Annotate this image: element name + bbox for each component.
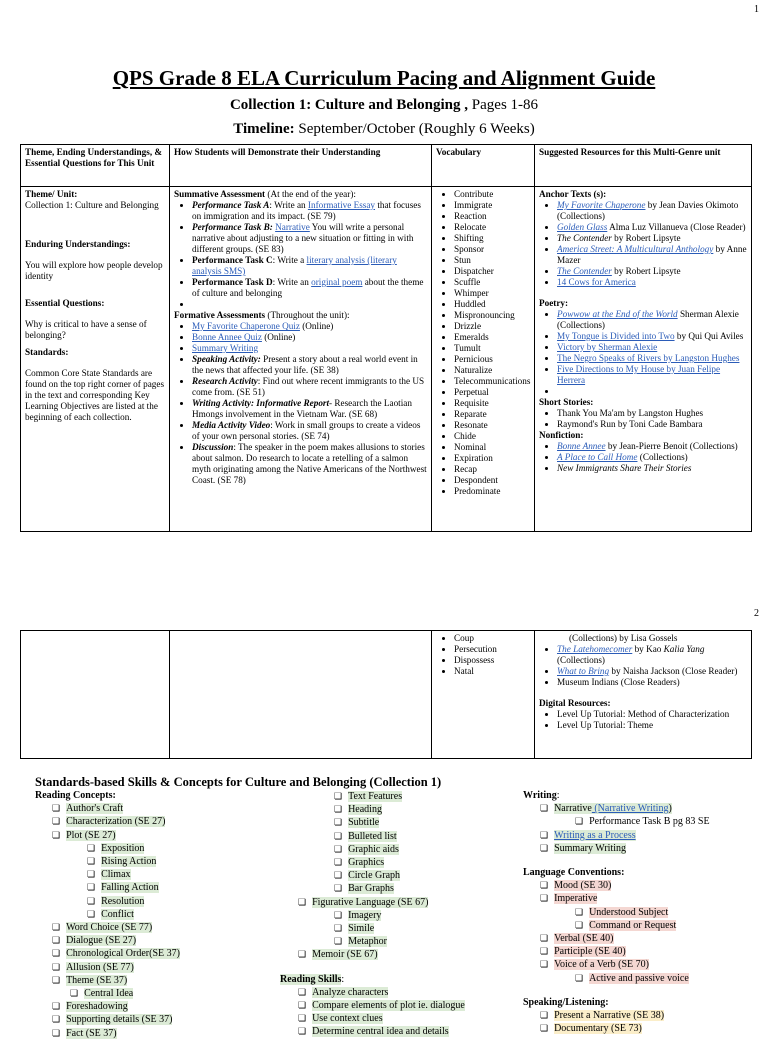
page-number: 1: [754, 4, 759, 15]
vocab-item: • Naturalize: [454, 365, 530, 376]
vocab-item: • Natal: [454, 666, 530, 677]
fourteen-cows-link[interactable]: 14 Cows for America: [557, 277, 636, 287]
vocab-item: • Whimper: [454, 288, 530, 299]
five-directions-link[interactable]: Five Directions to My House by Juan Felipe Herrera: [557, 364, 721, 385]
quiz2-note: (Online): [261, 332, 296, 342]
list-item: [557, 244, 747, 266]
list-item: [557, 709, 747, 720]
list-item: [280, 830, 510, 843]
d1: Level Up Tutorial: Method of Characterization: [557, 709, 730, 719]
chaperone-quiz-link[interactable]: My Favorite Chaperone Quiz: [192, 321, 300, 331]
literary-analysis-link[interactable]: literary analysis (literary analysis SMS): [192, 255, 397, 276]
vocab-item: • Chide: [454, 431, 530, 442]
vocab-item: • Dispatcher: [454, 266, 530, 277]
circle-graph: Circle Graph: [348, 870, 401, 882]
metaphor: Metaphor: [348, 936, 387, 948]
table-header-row: [21, 145, 752, 187]
command-or-request: Command or Request: [589, 919, 677, 931]
text-features: Text Features: [348, 791, 403, 802]
list-item: [557, 200, 747, 222]
list-item: [192, 332, 427, 343]
list-item: [523, 829, 753, 842]
standards-text: Common Core State Standards are found on the top right corner of pages in the text and corresponding Key Learning Objectives are listed at the beginning of each collection.: [25, 368, 165, 422]
list-item: [523, 1022, 753, 1035]
plot: Plot (SE 27): [66, 829, 116, 841]
vocab-item: • Tumult: [454, 343, 530, 354]
short-stories-head: Short Stories:: [539, 397, 594, 407]
list-item: [557, 452, 747, 463]
list-item: [280, 882, 510, 895]
bonne-annee-quiz-link[interactable]: Bonne Annee Quiz: [192, 332, 262, 342]
climax: Climax: [101, 869, 131, 881]
conflict: Conflict: [101, 908, 134, 920]
voice-of-verb: Voice of a Verb (SE 70): [554, 959, 649, 971]
reading-skills-head-row: Reading Skills:: [280, 973, 345, 985]
a3-title: The Contender: [557, 233, 612, 243]
narrative-link[interactable]: Narrative: [275, 222, 310, 232]
list-item: [35, 881, 275, 894]
r3: Museum Indians (Close Readers): [557, 677, 680, 687]
list-item: [192, 354, 427, 376]
formative-note: (Throughout the unit):: [265, 310, 350, 320]
understood-subject: Understood Subject: [589, 906, 669, 918]
timeline-label: Timeline:: [233, 121, 295, 137]
collection-subtitle: [0, 97, 768, 114]
vocab-item: • Reaction: [454, 211, 530, 222]
central-idea-details: Determine central idea and details: [312, 1026, 449, 1038]
list-item: [192, 277, 427, 299]
vocab-item: • Pernicious: [454, 354, 530, 365]
latehomecomer-link[interactable]: The Latehomecomer: [557, 644, 633, 654]
nonfiction-head: Nonfiction:: [539, 430, 584, 440]
list-item: [523, 906, 753, 919]
reading-concepts-head: Reading Concepts:: [35, 790, 116, 801]
list-item: [523, 945, 753, 958]
fact: Fact (SE 37): [66, 1027, 117, 1039]
list-item: [35, 895, 275, 908]
vocab-item: • Perpetual: [454, 387, 530, 398]
graphics: Graphics: [348, 857, 385, 869]
media-label: Media Activity Video: [192, 420, 271, 430]
d2: Level Up Tutorial: Theme: [557, 720, 654, 730]
graphic-aids: Graphic aids: [348, 843, 399, 855]
list-item: [280, 896, 510, 909]
list-item: [280, 948, 510, 961]
pt-c-pre: : Write a: [272, 255, 307, 265]
list-item: [35, 934, 275, 947]
pt-c-label: Performance Task C: [192, 255, 273, 265]
golden-glass-link[interactable]: Golden Glass: [557, 222, 608, 232]
vocab-item: • Expiration: [454, 453, 530, 464]
summative-note: (At the end of the year):: [265, 189, 356, 199]
list-item: [523, 815, 753, 828]
list-item: [280, 986, 510, 999]
list-item: [35, 921, 275, 934]
quiz1-note: (Online): [299, 321, 334, 331]
language-conventions-head: Language Conventions:: [523, 867, 625, 879]
list-item: [557, 419, 747, 430]
list-item: [557, 222, 747, 233]
eu-text: You will explore how people develop identity: [25, 260, 163, 281]
header-resources: Suggested Resources for this Multi-Genre unit: [535, 145, 752, 187]
list-item: [35, 842, 275, 855]
s2: Raymond's Run by Toni Cade Bambara: [557, 419, 703, 429]
theme: Theme (SE 37): [66, 974, 128, 986]
r2-post: by Naisha Jackson (Close Reader): [609, 666, 738, 676]
list-item: [523, 1009, 753, 1022]
allusion: Allusion (SE 77): [66, 961, 134, 973]
pt-a-pre: : Write an: [269, 200, 308, 210]
media-text: : Work in small groups to create a videos of your own personal stories. (SE 74): [192, 420, 421, 441]
list-item: [557, 720, 747, 731]
central-idea: Central Idea: [84, 988, 134, 1000]
negro-speaks-link[interactable]: The Negro Speaks of Rivers by Langston Hughes: [557, 353, 740, 363]
bonne-annee-link[interactable]: Bonne Annee: [557, 441, 606, 451]
list-item: [557, 644, 747, 666]
falling-action: Falling Action: [101, 882, 159, 894]
header-demonstrate: How Students will Demonstrate their Understanding: [170, 145, 432, 187]
narrative: Narrative: [554, 803, 592, 815]
list-item: [557, 277, 747, 288]
eq-text: Why is critical to have a sense of belonging?: [25, 319, 147, 340]
pt-d-label: Performance Task D: [192, 277, 273, 287]
list-item: [35, 829, 275, 842]
vocab-item: • Persecution: [454, 644, 530, 655]
list-item: [280, 922, 510, 935]
a1-post: by Jean Davies Okimoto (Collections): [557, 200, 739, 221]
list-item: [523, 892, 753, 905]
list-item: [280, 1025, 510, 1038]
speaking-label: Speaking Activity:: [192, 354, 261, 364]
empty-cell: [170, 631, 432, 759]
list-item: [280, 909, 510, 922]
memoir: Memoir (SE 67): [312, 949, 378, 961]
summary-writing: Summary Writing: [554, 842, 626, 854]
r1-author: Kalia Yang: [663, 644, 705, 654]
discussion-text: : The speaker in the poem makes allusions to stories about salmon. Do research to locate a retelling of a salmon myth originating among the Native Americans of the Northwest Coast. (SE 78): [192, 442, 427, 485]
vocab-item: • Emeralds: [454, 332, 530, 343]
page-number-2: 2: [754, 608, 759, 619]
list-item: [557, 677, 747, 688]
list-item: [280, 999, 510, 1012]
present-narrative: Present a Narrative (SE 38): [554, 1010, 665, 1022]
verbal: Verbal (SE 40): [554, 933, 614, 945]
list-item: [192, 376, 427, 398]
my-tongue-link[interactable]: My Tongue is Divided into Two: [557, 331, 675, 341]
eu-head: Enduring Understandings:: [25, 239, 131, 249]
pt-a-label: Performance Task A: [192, 200, 270, 210]
research-label: Research Activity: [192, 376, 258, 386]
vocabulary-list: [436, 189, 530, 497]
header-vocabulary: Vocabulary: [432, 145, 535, 187]
writing-text: - Research the Laotian Hmongs involvement in the Vietnam War. (SE 68): [192, 398, 412, 419]
vocab-item: • Requisite: [454, 398, 530, 409]
vocab-item: • Relocate: [454, 222, 530, 233]
a5-post: by Robert Lipsyte: [611, 266, 681, 276]
list-item: [523, 802, 753, 815]
vocab-item: • Reparate: [454, 409, 530, 420]
vocab-item: • Dispossess: [454, 655, 530, 666]
list-item: [280, 803, 510, 816]
continued-line: (Collections) by Lisa Gossels: [569, 633, 678, 643]
victory-link[interactable]: Victory by Sherman Alexie: [557, 342, 658, 352]
research-text: : Find out where recent immigrants to the US come from. (SE 51): [192, 376, 425, 397]
page-title: QPS Grade 8 ELA Curriculum Pacing and Alignment Guide: [112, 66, 656, 90]
imagery: Imagery: [348, 909, 382, 921]
list-item: [192, 255, 427, 277]
poetry-head: Poetry:: [539, 298, 569, 308]
imperative: Imperative: [554, 893, 598, 905]
list-item: [557, 666, 747, 677]
list-item: [557, 364, 747, 386]
anchor-texts-head: Anchor Texts (s):: [539, 189, 607, 199]
what-to-bring-link[interactable]: What to Bring: [557, 666, 610, 676]
vocab-item: • Resonate: [454, 420, 530, 431]
active-passive-voice: Active and passive voice: [589, 972, 689, 984]
vocabulary-list-2: [436, 633, 530, 677]
list-item-empty: [557, 386, 747, 397]
writing-label: Writing Activity: Informative Report: [192, 398, 330, 408]
vocab-item: • Mispronouncing: [454, 310, 530, 321]
collection-pages: Pages 1-86: [468, 97, 539, 113]
performance-task-b: Performance Task B pg 83 SE: [589, 816, 710, 828]
discussion-label: Discussion: [192, 442, 234, 452]
reading-skills-head: Reading Skills: [280, 973, 342, 985]
vocab-item: • Huddled: [454, 299, 530, 310]
timeline-subtitle: [0, 121, 768, 138]
authors-craft: Author's Craft: [66, 803, 124, 815]
table-row: [21, 187, 752, 532]
writing-process-link[interactable]: Writing as a Process: [554, 829, 636, 841]
list-item: [35, 1000, 275, 1013]
collection-label: Collection 1: Culture and Belonging ,: [229, 97, 469, 113]
dialogue: Dialogue (SE 27): [66, 935, 137, 947]
r1-mid: by Kao: [632, 644, 664, 654]
vocab-item: • Coup: [454, 633, 530, 644]
n1-post: by Jean-Pierre Benoit (Collections): [605, 441, 738, 451]
p1-post: Sherman Alexie (Collections): [557, 309, 739, 330]
list-item: [280, 935, 510, 948]
list-item: [523, 919, 753, 932]
america-street-link[interactable]: America Street: A Multicultural Anthology: [557, 244, 714, 254]
list-item: [35, 1027, 275, 1040]
skills-title: Standards-based Skills & Concepts for Culture and Belonging (Collection 1): [35, 775, 442, 789]
list-item: [35, 855, 275, 868]
a4-post: by Anne Mazer: [557, 244, 747, 265]
supporting-details: Supporting details (SE 37): [66, 1014, 173, 1026]
list-item: [280, 790, 510, 803]
vocab-item: • Stun: [454, 255, 530, 266]
list-item: [192, 420, 427, 442]
heading: Heading: [348, 804, 382, 816]
characterization: Characterization (SE 27): [66, 816, 166, 828]
exposition: Exposition: [101, 842, 145, 854]
narrative-writing-link[interactable]: (Narrative Writing: [591, 803, 669, 815]
resolution: Resolution: [101, 895, 145, 907]
documentary: Documentary (SE 73): [554, 1023, 642, 1035]
writing-head: Writing: [523, 790, 557, 801]
n3-title: New Immigrants Share Their Stories: [557, 463, 692, 473]
place-to-call-home-link[interactable]: A Place to Call Home: [557, 452, 638, 462]
list-item: [523, 958, 753, 971]
vocab-item: • Contribute: [454, 189, 530, 200]
list-item: [557, 342, 747, 353]
list-item: [557, 233, 747, 244]
eq-head: Essential Questions:: [25, 298, 105, 308]
vocab-item: • Sponsor: [454, 244, 530, 255]
digital-resources-head: Digital Resources:: [539, 698, 611, 708]
pt-d-pre: : Write an: [272, 277, 312, 287]
informative-essay-link[interactable]: Informative Essay: [307, 200, 376, 210]
list-item: [523, 879, 753, 892]
speaking-text: Present a story about a real world event in the news that affected your life. (SE 38): [192, 354, 418, 375]
r1-post: (Collections): [557, 655, 605, 665]
vocab-item: • Immigrate: [454, 200, 530, 211]
summary-writing-link[interactable]: Summary Writing: [192, 343, 259, 353]
pt-d-post: about the theme of culture and belonging: [192, 277, 424, 298]
powwow-link[interactable]: Powwow at the End of the World: [557, 309, 678, 319]
reading-concepts-column: [35, 790, 275, 1040]
list-item: [35, 947, 275, 960]
list-item: [35, 1013, 275, 1026]
theme-head: Theme/ Unit:: [25, 189, 78, 199]
timeline-value: September/October (Roughly 6 Weeks): [294, 121, 535, 137]
list-item: [35, 868, 275, 881]
list-item: [280, 843, 510, 856]
n2-post: (Collections): [637, 452, 688, 462]
compare-plot: Compare elements of plot ie. dialogue: [312, 1000, 465, 1012]
vocab-item: • Nominal: [454, 442, 530, 453]
simile: Simile: [348, 923, 375, 935]
my-favorite-chaperone-link[interactable]: My Favorite Chaperone: [557, 200, 646, 210]
list-item: [192, 442, 427, 486]
participle: Participle (SE 40): [554, 946, 626, 958]
list-item: [35, 961, 275, 974]
theme-text: Collection 1: Culture and Belonging: [25, 200, 159, 210]
formative-head: Formative Assessments: [174, 310, 266, 320]
list-item: [192, 343, 427, 354]
word-choice: Word Choice (SE 77): [66, 922, 153, 934]
table-row: [21, 631, 752, 759]
list-item: [557, 331, 747, 342]
text-features-column: [280, 790, 510, 1039]
bar-graphs: Bar Graphs: [348, 883, 394, 895]
list-item: [192, 321, 427, 332]
list-item: [557, 408, 747, 419]
vocab-item: • Shifting: [454, 233, 530, 244]
list-item: [280, 816, 510, 829]
vocab-item: • Predominate: [454, 486, 530, 497]
a3-post: by Robert Lipsyte: [611, 233, 681, 243]
list-item: [192, 200, 427, 222]
vocabulary-cell-2: [432, 631, 535, 759]
list-item-empty: [192, 299, 427, 310]
vocab-item: • Despondent: [454, 475, 530, 486]
writing-column: [523, 790, 753, 1035]
pt-b-label: Performance Task B:: [192, 222, 273, 232]
list-item: [35, 815, 275, 828]
pacing-table-continued: [20, 630, 752, 759]
vocab-item: • Drizzle: [454, 321, 530, 332]
mood: Mood (SE 30): [554, 880, 612, 892]
the-contender-link[interactable]: The Contender: [557, 266, 612, 276]
list-item: [35, 974, 275, 987]
header-theme: Theme, Ending Understandings, & Essential Questions for This Unit: [21, 145, 170, 187]
original-poem-link[interactable]: original poem: [311, 277, 363, 287]
list-item: [557, 353, 747, 364]
figurative-language: Figurative Language (SE 67): [312, 896, 429, 908]
pt-a-post: that focuses on immigration and its impact. (SE 79): [192, 200, 421, 221]
narrative-close: ): [668, 803, 672, 815]
list-item: [523, 932, 753, 945]
foreshadowing: Foreshadowing: [66, 1001, 128, 1013]
summative-head: Summative Assessment: [174, 189, 266, 199]
analyze-characters: Analyze characters: [312, 986, 389, 998]
empty-cell: [21, 631, 170, 759]
a2-post: Alma Luz Villanueva (Close Reader): [607, 222, 746, 232]
list-item: [280, 869, 510, 882]
standards-head: Standards:: [25, 347, 69, 357]
speaking-listening-head: Speaking/Listening:: [523, 996, 609, 1008]
list-item: [192, 398, 427, 420]
vocab-item: • Scuffle: [454, 277, 530, 288]
list-item: [557, 266, 747, 277]
list-item: [35, 802, 275, 815]
list-item: [192, 222, 427, 255]
s1: Thank You Ma'am by Langston Hughes: [557, 408, 704, 418]
chronological-order: Chronological Order(SE 37): [66, 948, 180, 960]
vocab-item: • Recap: [454, 464, 530, 475]
resources-cell: [535, 187, 752, 532]
list-item: [557, 441, 747, 452]
theme-cell: [21, 187, 170, 532]
list-item: [523, 972, 753, 985]
list-item: [35, 908, 275, 921]
subtitle: Subtitle: [348, 817, 380, 829]
pt-b-post: You will write a personal narrative about adjusting to a new situation or fitting in with different groups. (SE 83): [192, 222, 414, 254]
rising-action: Rising Action: [101, 856, 157, 868]
vocabulary-cell: [432, 187, 535, 532]
demonstrate-cell: [170, 187, 432, 532]
list-item: [35, 987, 275, 1000]
p2-post: by Qui Qui Aviles: [674, 331, 744, 341]
list-item: [557, 309, 747, 331]
list-item: [280, 856, 510, 869]
vocab-item: • Telecommunications: [454, 376, 530, 387]
list-item: [523, 842, 753, 855]
context-clues: Use context clues: [312, 1013, 383, 1025]
resources-cell-2: [535, 631, 752, 759]
writing-head-row: Writing:: [523, 790, 560, 801]
pacing-table: [20, 144, 752, 532]
bulleted-list: Bulleted list: [348, 830, 397, 842]
list-item: [557, 463, 747, 474]
list-item: [280, 1012, 510, 1025]
